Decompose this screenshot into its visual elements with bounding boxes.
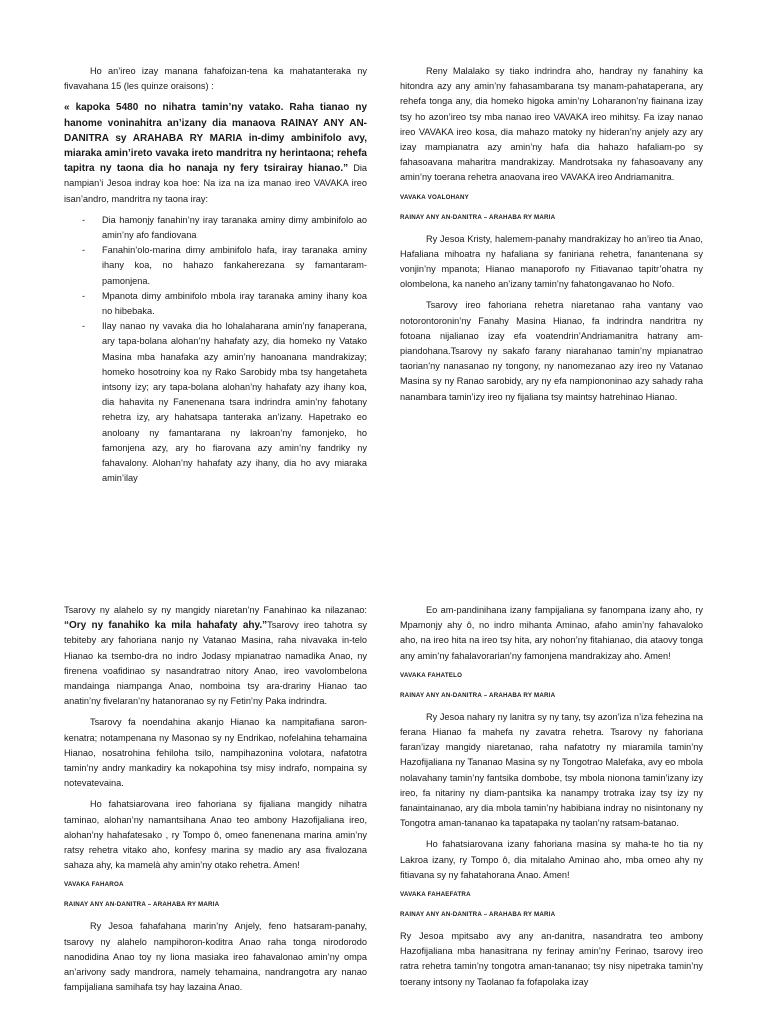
section-subheading: RAINAY ANY AN-DANITRA – ARAHABA RY MARIA [400, 213, 556, 221]
list-item: - Fanahin’olo-marina dimy ambinifolo hafa, iray taranaka aminy ihany koa, no hahazo fankaherezana sy famantaram-pamonjena. [84, 243, 367, 289]
list-item: - Ilay nanao ny vavaka dia ho lohalaharana amin’ny fanaperana, ary tapa-bolana alohan’ny hahafaty azy, dia homeko ny Vatako Masina mba hanafaka azy amin’ny hanoanana mandrakizay; homeko hosotroiny koa ny Rako Sarobidy mba tsy hangetaheta intsony izy; ary tapa-bolana alohan’ny hahafaty azy ihany koa, dia hahavita ny Fanenenana tsara indrindra amin’ny fahotany rehetra izy, ary hahatsapa tanteraka an’izany. Hapetrako eo anoloany ny famantarana ny lakroan’ny famonjeko, ho famonjena azy, ary ho fiarovana azy amin’ny fandriky ny fahavalony. Alohan’ny hahafaty azy ihany, dia ho avy miaraka amin’ilay [84, 319, 367, 486]
promise-list [64, 213, 367, 487]
intro-paragraph: Ho an’ireo izay manana fahafoizan-tena ka mahatanteraka ny fivavahana 15 (les quinze oraisons) : [64, 66, 367, 92]
column-3 [64, 603, 367, 1001]
section-subheading: RAINAY ANY AN-DANITRA – ARAHABA RY MARIA [400, 911, 556, 919]
section-subheading: RAINAY ANY AN-DANITRA – ARAHABA RY MARIA [400, 691, 556, 699]
column-1 [64, 64, 367, 490]
paragraph: Eo am-pandinihana izany fampijaliana sy fanompana izany aho, ry Mpamonjy ahy ô, no indro mihanta Aminao, afaho amin’ny fahavaloko aho, na ireo hita na ireo tsy hita, ary nohon’ny fitahianao, dia ataovy tonga any amin’ny fahalavorarian’ny famonjena mandrakizay aho. Amen! [400, 605, 703, 661]
column-4 [400, 603, 703, 996]
list-item: - Mpanota dimy ambinifolo mbola iray taranaka aminy ihany koa no hibebaka. [84, 289, 367, 319]
promise-paragraph [64, 100, 367, 206]
section-heading: VAVAKA FAHAROA [64, 881, 124, 889]
paragraph: Reny Malalako sy tiako indrindra aho, handray ny fanahiny ka hitondra azy any amin’ny fahasambarana tsy manam-pahataperana, ary rehefa tonga any, dia homeko higoka amin’ny Loharanon’ny fiainana izay tsy ho azon’ireo tsy mba nanao ireo VAVAKA ireo mihitsy. Fa izay nanao ireo VAVAKA ireo kosa, dia mahazo matoky ny hideran’ny anjely azy ary izay mampianatra azy amin’ny hafa dia hahazo hafaliam-po sy fahasoavana maharitra mandrakizay. Mandrotsaka ny fahasoavany any amin’ny toerana rehetra anaovana ireo VAVAKA ireo Andriamanitra. [400, 66, 703, 183]
paragraph: Ry Jesoa Kristy, halemem-panahy mandrakizay ho an’ireo tia Anao, Hafaliana mihoatra ny hafaliana sy faniriana rehetra, fanantenana sy vonjin’ny mpanota; Hianao manaporofo ny Fitiavanao tapitr’ohatra ny olombelona, ka naneho an’izany tamin’ny fahatongavanao ho Nofo. [400, 233, 703, 290]
paragraph-part: Tsarovy ireo tahotra sy tebiteby ary fahoriana nanjo ny Vatanao Masina, raha nivavaka in-telo Hianao ka tsembo-dra no indro Jodasy mpianatrao namadika Anao, ny firenena voafidinao sy nasandratrao nitory Anao, ireo vavolombelona mandainga niampanga Anao, nomboina tsy ara-drariny Hianao tao anatin’ny fivelaran’ny hatanoranao sy ny Fetin’ny Paka indrindra. [64, 620, 367, 707]
paragraph [64, 603, 367, 709]
promise-quote: « kapoka 5480 no nihatra tamin’ny vatako. Raha tianao ny hanome voninahitra an’izany dia manaova RAINAY ANY AN-DANITRA sy ARAHABA RY MARIA in-dimy ambinifolo avy, miaraka amin’ireto vavaka ireto mandritra ny herintaona; rehefa tapitra ny taona dia ho nanaja ny fery tsirairay hianao.” [64, 102, 367, 175]
section-heading: VAVAKA FAHAEFATRA [400, 891, 471, 899]
paragraph: Tsarovy fa noendahina akanjo Hianao ka nampitafiana saron-kenatra; notampenana ny Masonao sy ny Endrikao, nofelahina tehamaina Hianao, nosatrohina fehiloha tsilo, nampihazonina volotara, nafatotra tamin’ny andry mankadiry ka nokapohina tsy misy indrafo, nompaina sy notevatevaina. [64, 717, 367, 789]
paragraph: Ry Jesoa nahary ny lanitra sy ny tany, tsy azon’iza n’iza fehezina na ferana Hianao fa mahefa ny zavatra rehetra. Tsarovy ny fahoriana faran’izay mangidy niaretanao, raha nafatotry ny miaramila tamin’ny Hazofijaliana ny Tananao Masina sy ny Tongotrao Malefaka, avy eo mbola nolavahany tamin’ny fantsika dombobe, tsy mbola nionona tamin’izany izy ireo, fa nitariny ny diam-pantsika ka nanampy trotraka izay tsy izy ny fanaintainanao, ary dia mbola tamin’ny habibiana indray no nisintonany ny Tongotra aman-tananao ka tapatapaka ny taolan’ny ratsam-batanao. [400, 711, 703, 829]
promise-followup: Dia nampian’i Jesoa indray koa hoe: Na iza na iza manao ireo VAVAKA ireo isan’andro, mandritra ny taona iray: [64, 163, 367, 204]
paragraph: Tsarovy ireo fahoriana rehetra niaretanao raha vantany vao notorontoronin’ny Fanahy Masina Hianao, fa indrindra nandritra ny fotoana nijalianao izay efa voatendrin’Andriamanitra hatrany am-piandohana.Tsarovy ny sakafo farany niarahanao tamin’ny mpianatrao taorian’ny nanasanao ny tongony, ny nanomezanao azy ireo ny Vatanao Masina sy ny Ranao sarobidy, ary ny efa nampiononinao azy sahady raha nanambara tamin’izy ireo ny fijaliana tsy maintsy hatrehinao Hianao. [400, 300, 703, 402]
paragraph: Ry Jesoa fahafahana marin’ny Anjely, feno hatsaram-panahy, tsarovy ny alahelo nampihoron-koditra Anao raha tonga nirodorodo nanodidina Anao toy ny liona masiaka ireo fahavalonao amin’ny ompa an’arivony sady mandrora, namely tehamaina, nandrangotra ary nanao fampijaliana samihafa tsy hay lazaina Anao. [64, 921, 367, 993]
section-subheading: RAINAY ANY AN-DANITRA – ARAHABA RY MARIA [64, 901, 220, 909]
section-heading: VAVAKA VOALOHANY [400, 193, 469, 201]
paragraph: Ry Jesoa mpitsabo avy any an-danitra, nasandratra teo ambony Hazofijaliana mba hanasitrana ny ferinay amin’ny Ferinao, tsarovy ireo ratra rehetra tamin’ny tongotra aman-tananao; tsy nisy nipetraka tamin’ny toerany intsony ny Taolanao fa fofapolaka izay [400, 931, 703, 987]
paragraph: Ho fahatsiarovana izany fahoriana masina sy maha-te ho tia ny Lakroa izany, ry Tompo ô, dia mitalaho Aminao aho, mba omeo ahy ny fitiavana sy ny fahatahorana Anao. Amen! [400, 839, 703, 880]
paragraph: Ho fahatsiarovana ireo fahoriana sy fijaliana mangidy nihatra taminao, alohan’ny namantsihana Anao teo ambony Hazofijaliana ireo, alohan’ny hahafatesako , ry Tompo ô, omeo fanenenana marina amin’ny ratsy rehetra vitako aho, konfesy marina sy madio ary asa fivalozana sahaza ahy, ka mamelà ahy amin’ny otako rehetra. Amen! [64, 799, 367, 871]
section-heading: VAVAKA FAHATELO [400, 671, 463, 679]
inline-quote: “Ory ny fanahiko ka mila hahafaty ahy.” [64, 620, 268, 632]
column-2 [400, 64, 703, 411]
list-item: - Dia hamonjy fanahin’ny iray taranaka aminy dimy ambinifolo ao amin’ny afo fandiovana [84, 213, 367, 243]
paragraph-part: Tsarovy ny alahelo sy ny mangidy niaretan’ny Fanahinao ka nilazanao: [64, 605, 367, 615]
